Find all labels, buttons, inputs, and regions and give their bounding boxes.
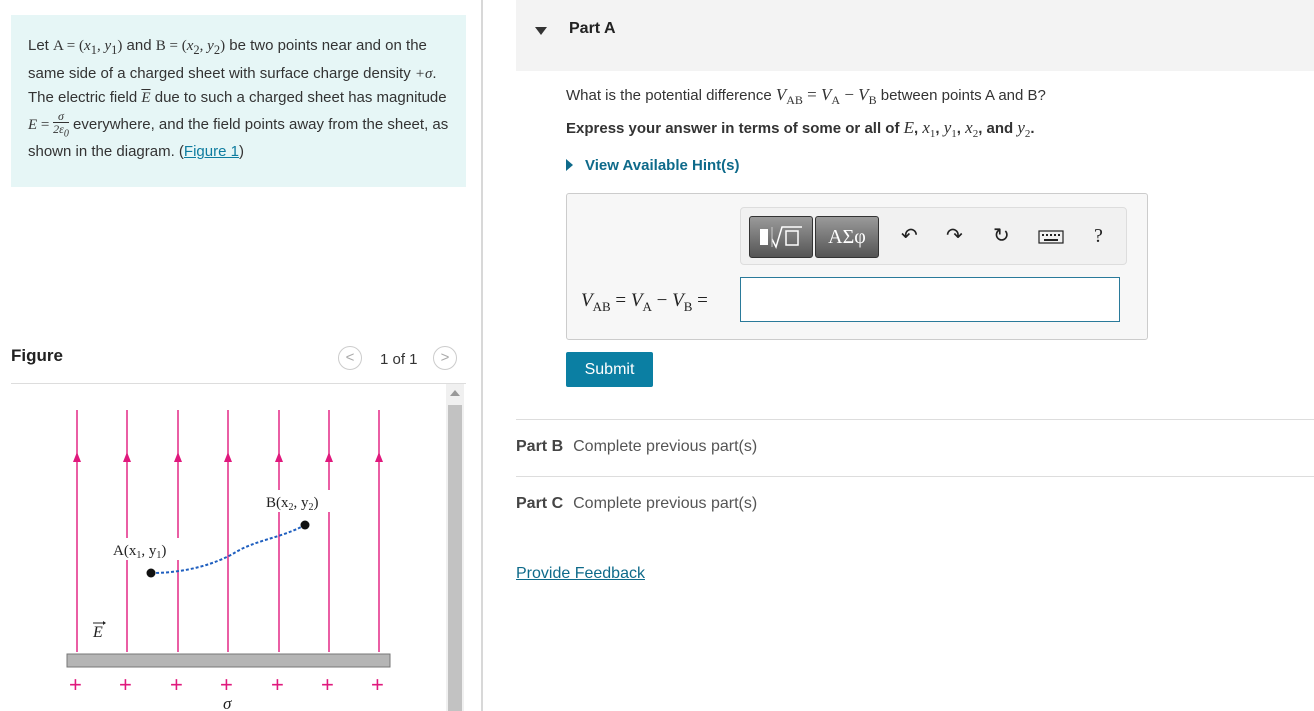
submit-button[interactable]: Submit (566, 352, 653, 387)
field-lines (73, 410, 383, 652)
undo-button[interactable]: ↶ (901, 225, 918, 247)
charged-sheet-diagram (11, 384, 446, 711)
field-arrowhead (275, 452, 283, 462)
figure-link[interactable]: Figure 1 (183, 143, 239, 161)
reset-button[interactable]: ↻ (993, 225, 1010, 247)
part-a-instructions: Express your answer in terms of some or all of E, $x_1$, $y_1$, $x_2$, and $y_2$. (566, 118, 1035, 140)
part-c-message: Complete previous part(s) (573, 495, 758, 512)
scroll-up-icon[interactable] (450, 390, 460, 396)
provide-feedback-link[interactable]: Provide Feedback (516, 565, 645, 582)
view-hints-toggle[interactable]: View Available Hint(s) (566, 157, 740, 174)
figure-scrollbar-thumb[interactable] (448, 405, 462, 711)
greek-symbols-button[interactable]: ΑΣφ (815, 216, 879, 258)
problem-text: Let $A = (x_1$, $y_1$) and $B = (x_2$, $y_2$) be two points near and on the same side of a charged sheet with surface charge density +σ. The electric field $\overline{E}$ due to such a charged sheet has magnitude E = $\frac{\sigma}{2\varepsilon_0}$ everywhere, and the field points away from the sheet, as shown in the diagram. (Figure 1) (28, 37, 449, 161)
point-b (301, 521, 310, 530)
field-arrowhead (174, 452, 182, 462)
templates-button[interactable] (749, 216, 813, 258)
part-a-question: What is the potential difference $V_{AB} = V_A - V_B$ between points A and B? (566, 85, 1046, 107)
field-arrowhead (375, 452, 383, 462)
field-arrowhead (123, 452, 131, 462)
point-a-label: $A(x_1$, $y_1$) (113, 543, 167, 561)
point-a (147, 569, 156, 578)
field-arrowhead (224, 452, 232, 462)
sigma-label: σ (223, 694, 232, 711)
part-b-row[interactable] (516, 438, 757, 456)
part-a-header[interactable] (516, 0, 1314, 71)
divider (516, 419, 1314, 420)
part-b-label: Part B (516, 438, 564, 455)
plus-sign: + (220, 672, 233, 697)
keyboard-icon[interactable] (1038, 230, 1064, 244)
charged-sheet (67, 654, 390, 667)
answer-input[interactable] (740, 277, 1120, 322)
part-c-row[interactable] (516, 495, 757, 513)
plus-sign: + (69, 672, 82, 697)
part-c-label: Part C (516, 495, 564, 512)
plus-sign: + (271, 672, 284, 697)
figure-counter: 1 of 1 (380, 351, 418, 368)
part-a-title: Part A (569, 20, 616, 37)
column-divider (481, 0, 483, 711)
e-field-label: E (93, 624, 103, 641)
field-arrowhead (73, 452, 81, 462)
template-icon (750, 217, 812, 257)
help-button[interactable]: ? (1094, 225, 1103, 247)
plus-sign: + (170, 672, 183, 697)
field-arrowhead (325, 452, 333, 462)
redo-button[interactable]: ↷ (946, 225, 963, 247)
equation-label: $V_{AB} = V_A - V_B$ = (581, 290, 708, 314)
sigma-fraction: $\frac{\sigma}{2\varepsilon_0}$ (53, 109, 69, 140)
caret-right-icon (566, 159, 573, 171)
figure-header (11, 344, 466, 376)
caret-down-icon[interactable] (535, 27, 547, 35)
figure-next-button[interactable]: > (433, 346, 457, 370)
point-b-label: $B(x_2$, $y_2$) (266, 495, 319, 513)
math-toolbar (740, 207, 1127, 265)
figure-title: Figure (11, 346, 63, 365)
divider (516, 476, 1314, 477)
part-b-message: Complete previous part(s) (573, 438, 758, 455)
problem-statement (11, 15, 466, 187)
plus-sign: + (371, 672, 384, 697)
figure-prev-button[interactable]: < (338, 346, 362, 370)
plus-sign: + (119, 672, 132, 697)
plus-sign: + (321, 672, 334, 697)
